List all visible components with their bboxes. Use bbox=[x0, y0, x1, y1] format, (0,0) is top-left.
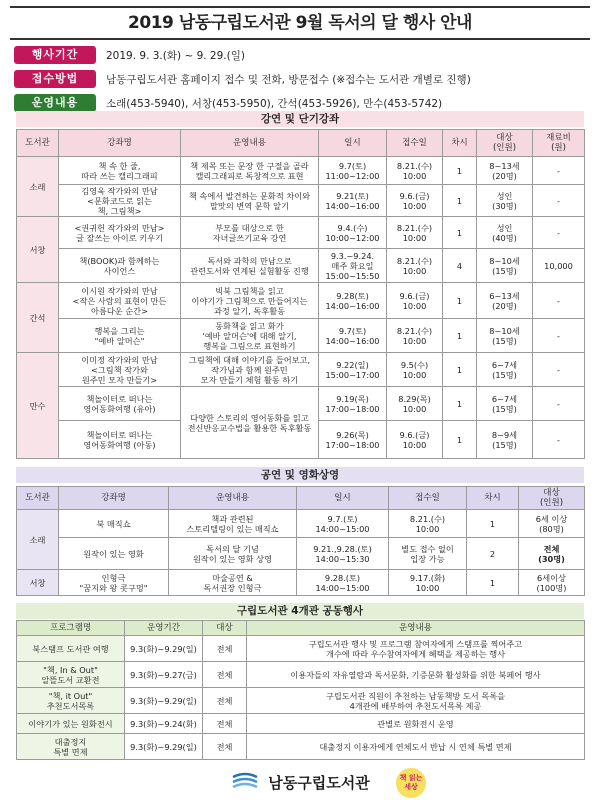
column-header: 운영내용 bbox=[169, 487, 297, 510]
target-cell: 전체 bbox=[203, 662, 247, 688]
program-name-cell: 대출정지 특별 면제 bbox=[17, 734, 125, 760]
shows-heading: 공연 및 영화상영 bbox=[16, 467, 584, 483]
content-cell: 구립도서관 직원이 추천하는 남동책방 도서 목록을 4개관에 배부하여 추천도서목록 제공 bbox=[247, 688, 585, 714]
period-cell: 9.3(화)~9.29(일) bbox=[125, 636, 203, 662]
fee-cell: - bbox=[533, 421, 585, 459]
session-count-cell: 1 bbox=[443, 353, 477, 387]
content-cell: 대출정지 이용자에게 연체도서 반납 시 연체 특별 면제 bbox=[247, 734, 585, 760]
program-name-cell: 책 속 한 줄, 따라 쓰는 캘리그래피 bbox=[59, 157, 181, 185]
column-header: 강좌명 bbox=[59, 130, 181, 157]
table-row bbox=[17, 319, 585, 353]
period-cell: 9.3(화)~9.29(일) bbox=[125, 734, 203, 760]
target-cell: 전체 bbox=[203, 734, 247, 760]
target-cell: 전체 bbox=[203, 714, 247, 734]
table-row bbox=[17, 538, 585, 570]
program-name-cell: 행복을 그리는 "예바 알머슨" bbox=[59, 319, 181, 353]
date-cell: 9.21.,9.28.(토) 14:00~15:30 bbox=[297, 538, 389, 570]
column-header: 차시 bbox=[443, 130, 477, 157]
shows-header-row bbox=[17, 487, 585, 510]
content-cell: 책 제목 또는 문장 한 구절을 골라 캘리그래피로 독창적으로 표현 bbox=[181, 157, 319, 185]
target-cell: 6~13세 (20명) bbox=[477, 283, 533, 319]
table-row bbox=[17, 662, 585, 688]
library-cell: 만수 bbox=[17, 353, 59, 459]
lectures-heading: 강연 및 단기강좌 bbox=[16, 111, 584, 127]
registration-cell: 8.21.(수) 10:00 bbox=[387, 217, 443, 249]
library-logo-icon bbox=[230, 769, 260, 795]
period-cell: 9.3(화)~9.27(금) bbox=[125, 662, 203, 688]
date-cell: 9.26(목) 17:00~18:00 bbox=[319, 421, 387, 459]
program-name-cell: 이시원 작가와의 만남 <작은 사람의 표현이 만든 아름다운 순간> bbox=[59, 283, 181, 319]
library-cell: 서창 bbox=[17, 570, 59, 596]
fee-cell: - bbox=[533, 217, 585, 249]
target-cell: 전체 (30명) bbox=[519, 538, 585, 570]
content-cell: 동화책을 읽고 화가 '예바 알머슨'에 대해 알기, 행복을 그림으로 표현하기 bbox=[181, 319, 319, 353]
session-count-cell: 1 bbox=[443, 387, 477, 421]
operation-text: 소래(453-5940), 서창(453-5950), 간석(453-5926), 만수(453-5742) bbox=[106, 97, 443, 110]
footer bbox=[0, 764, 600, 800]
registration-cell: 8.21.(수) 10:00 bbox=[387, 157, 443, 185]
session-count-cell: 1 bbox=[443, 283, 477, 319]
table-row bbox=[17, 688, 585, 714]
date-cell: 9.4.(수) 10:00~12:00 bbox=[319, 217, 387, 249]
program-name-cell: 책놀이터로 떠나는 영어동화여행 (아동) bbox=[59, 421, 181, 459]
content-cell: 독서의 달 기념 원작이 있는 영화 상영 bbox=[169, 538, 297, 570]
event-info bbox=[14, 44, 594, 116]
title-bar bbox=[10, 6, 590, 40]
target-cell: 8~9세 (15명) bbox=[477, 421, 533, 459]
period-text: 2019. 9. 3.(화) ~ 9. 29.(일) bbox=[106, 49, 245, 62]
table-row bbox=[17, 185, 585, 217]
registration-cell: 9.6.(금) 10:00 bbox=[387, 421, 443, 459]
content-cell: 구립도서관 행사 및 프로그램 참여자에게 스탬프를 찍어주고 개수에 따라 우수참여자에게 혜택을 제공하는 행사 bbox=[247, 636, 585, 662]
column-header: 대상 bbox=[203, 621, 247, 636]
lectures-table bbox=[16, 129, 585, 459]
column-header: 운영기간 bbox=[125, 621, 203, 636]
library-cell: 소래 bbox=[17, 510, 59, 570]
target-cell: 전체 bbox=[203, 636, 247, 662]
date-cell: 9.7(토) 11:00~12:00 bbox=[319, 157, 387, 185]
registration-label: 접수방법 bbox=[14, 70, 96, 88]
target-cell: 성인 (30명) bbox=[477, 185, 533, 217]
date-cell: 9.21(토) 14:00~16:00 bbox=[319, 185, 387, 217]
column-header: 접수일 bbox=[389, 487, 467, 510]
registration-cell: 8.21.(수) 10:00 bbox=[387, 319, 443, 353]
table-row bbox=[17, 636, 585, 662]
registration-cell: 9.17.(화) 10:00 bbox=[389, 570, 467, 596]
content-cell: 책과 관련된 스토리텔링이 있는 매직쇼 bbox=[169, 510, 297, 538]
target-cell: 6~7세 (15명) bbox=[477, 387, 533, 421]
table-row bbox=[17, 510, 585, 538]
program-name-cell: 책(BOOK)과 함께하는 사이언스 bbox=[59, 249, 181, 283]
fee-cell: - bbox=[533, 185, 585, 217]
library-cell: 서창 bbox=[17, 217, 59, 283]
session-count-cell: 1 bbox=[443, 157, 477, 185]
column-header: 대상 (인원) bbox=[519, 487, 585, 510]
registration-cell: 8.21.(수) 10:00 bbox=[387, 249, 443, 283]
session-count-cell: 1 bbox=[443, 185, 477, 217]
session-count-cell: 2 bbox=[467, 538, 519, 570]
table-row bbox=[17, 570, 585, 596]
program-name-cell: 인형극 "꿈지와 왕 콧구멍" bbox=[59, 570, 169, 596]
fee-cell: - bbox=[533, 353, 585, 387]
period-cell: 9.3(화)~9.29(일) bbox=[125, 688, 203, 714]
target-cell: 8~10세 (15명) bbox=[477, 319, 533, 353]
target-cell: 6세 이상 (80명) bbox=[519, 510, 585, 538]
table-row bbox=[17, 734, 585, 760]
fee-cell: 10,000 bbox=[533, 249, 585, 283]
page-title: 2019 남동구립도서관 9월 독서의 달 행사 안내 bbox=[128, 13, 472, 33]
target-cell: 전체 bbox=[203, 688, 247, 714]
date-cell: 9.22(일) 15:00~17:00 bbox=[319, 353, 387, 387]
session-count-cell: 1 bbox=[443, 421, 477, 459]
operation-label: 운영내용 bbox=[14, 94, 96, 112]
content-cell: 독서와 과학의 만남으로 관련도서와 연계된 실험활동 진행 bbox=[181, 249, 319, 283]
table-row bbox=[17, 714, 585, 734]
content-cell: 다양한 스토리의 영어동화를 읽고 전신반응교수법을 활용한 독후활동 bbox=[181, 387, 319, 459]
target-cell: 6~7세 (15명) bbox=[477, 353, 533, 387]
session-count-cell: 1 bbox=[467, 570, 519, 596]
target-cell: 6세이상 (100명) bbox=[519, 570, 585, 596]
program-name-cell: "책, In & Out" 알뜰도서 교환전 bbox=[17, 662, 125, 688]
column-header: 강좌명 bbox=[59, 487, 169, 510]
column-header: 운영내용 bbox=[247, 621, 585, 636]
registration-cell: 9.5(수) 10:00 bbox=[387, 353, 443, 387]
column-header: 도서관 bbox=[17, 487, 59, 510]
column-header: 차시 bbox=[467, 487, 519, 510]
column-header: 일시 bbox=[319, 130, 387, 157]
column-header: 재료비 (원) bbox=[533, 130, 585, 157]
fee-cell: - bbox=[533, 283, 585, 319]
content-cell: 마술공연 & 독서권장 인형극 bbox=[169, 570, 297, 596]
column-header: 일시 bbox=[297, 487, 389, 510]
program-name-cell: 책놀이터로 떠나는 영어동화여행 (유아) bbox=[59, 387, 181, 421]
column-header: 운영내용 bbox=[181, 130, 319, 157]
target-cell: 성인 (40명) bbox=[477, 217, 533, 249]
target-cell: 8~10세 (15명) bbox=[477, 249, 533, 283]
registration-cell: 9.6.(금) 10:00 bbox=[387, 185, 443, 217]
date-cell: 9.19(목) 17:00~18:00 bbox=[319, 387, 387, 421]
period-cell: 9.3(화)~9.24(화) bbox=[125, 714, 203, 734]
date-cell: 9.3.~9.24. 매주 화요일 15:00~15:50 bbox=[319, 249, 387, 283]
library-cell: 간석 bbox=[17, 283, 59, 353]
date-cell: 9.7.(토) 14:00~15:00 bbox=[297, 510, 389, 538]
column-header: 대상 (인원) bbox=[477, 130, 533, 157]
content-cell: 부모를 대상으로 한 자녀글쓰기교육 강연 bbox=[181, 217, 319, 249]
date-cell: 9.28.(토) 14:00~15:00 bbox=[297, 570, 389, 596]
period-label: 행사기간 bbox=[14, 46, 96, 64]
table-row bbox=[17, 217, 585, 249]
info-row-registration bbox=[14, 68, 594, 90]
library-cell: 소래 bbox=[17, 157, 59, 217]
lectures-header-row bbox=[17, 130, 585, 157]
program-name-cell: <권귀헌 작가와의 만남> 글 잘쓰는 아이로 키우기 bbox=[59, 217, 181, 249]
content-cell: 빅북 그림책을 읽고 이야기가 그림책으로 만들어지는 과정 알기, 독후활동 bbox=[181, 283, 319, 319]
date-cell: 9.7(토) 14:00~16:00 bbox=[319, 319, 387, 353]
table-row bbox=[17, 157, 585, 185]
registration-cell: 별도 접수 없이 입장 가능 bbox=[389, 538, 467, 570]
column-header: 프로그램명 bbox=[17, 621, 125, 636]
content-cell: 관별로 원화전시 운영 bbox=[247, 714, 585, 734]
program-name-cell: 북스탬프 도서관 여행 bbox=[17, 636, 125, 662]
session-count-cell: 1 bbox=[443, 319, 477, 353]
content-cell: 책 속에서 발견하는 문화적 차이와 말맛의 변역 문학 알기 bbox=[181, 185, 319, 217]
table-row bbox=[17, 387, 585, 421]
registration-cell: 9.6.(금) 10:00 bbox=[387, 283, 443, 319]
registration-cell: 8.29(목) 10:00 bbox=[387, 387, 443, 421]
fee-cell: - bbox=[533, 319, 585, 353]
joint-header-row bbox=[17, 621, 585, 636]
session-count-cell: 4 bbox=[443, 249, 477, 283]
program-name-cell: 북 매직쇼 bbox=[59, 510, 169, 538]
program-name-cell: 원작이 있는 영화 bbox=[59, 538, 169, 570]
fee-cell: - bbox=[533, 387, 585, 421]
shows-table bbox=[16, 486, 585, 596]
registration-text: 남동구립도서관 홈페이지 접수 및 전화, 방문접수 (※접수는 도서관 개별로 진행) bbox=[106, 73, 471, 86]
info-row-period bbox=[14, 44, 594, 66]
reading-badge: 책 읽는 세상 bbox=[396, 768, 426, 798]
program-name-cell: 이미정 작가와의 만남 <그림책 작가와 원주민 모자 만들기> bbox=[59, 353, 181, 387]
session-count-cell: 1 bbox=[443, 217, 477, 249]
program-name-cell: 이야기가 있는 원화전시 bbox=[17, 714, 125, 734]
session-count-cell: 1 bbox=[467, 510, 519, 538]
program-name-cell: "책, it Out" 추천도서목록 bbox=[17, 688, 125, 714]
program-name-cell: 김영욱 작가와의 만남 <문화코드로 읽는 책, 그림책> bbox=[59, 185, 181, 217]
table-row bbox=[17, 353, 585, 387]
joint-table bbox=[16, 620, 585, 760]
date-cell: 9.28(토) 14:00~16:00 bbox=[319, 283, 387, 319]
footer-org-name: 남동구립도서관 bbox=[268, 773, 370, 792]
table-row bbox=[17, 283, 585, 319]
target-cell: 8~13세 (20명) bbox=[477, 157, 533, 185]
table-row bbox=[17, 249, 585, 283]
fee-cell: - bbox=[533, 157, 585, 185]
content-cell: 이용자들의 자유열람과 독서문화, 기증문화 활성화를 위한 북페어 행사 bbox=[247, 662, 585, 688]
column-header: 도서관 bbox=[17, 130, 59, 157]
registration-cell: 8.21.(수) 10:00 bbox=[389, 510, 467, 538]
content-cell: 그림책에 대해 이야기를 들어보고, 작가님과 함께 원주민 모자 만들기 체험 활동 하기 bbox=[181, 353, 319, 387]
joint-heading: 구립도서관 4개관 공동행사 bbox=[16, 603, 584, 619]
column-header: 접수일 bbox=[387, 130, 443, 157]
